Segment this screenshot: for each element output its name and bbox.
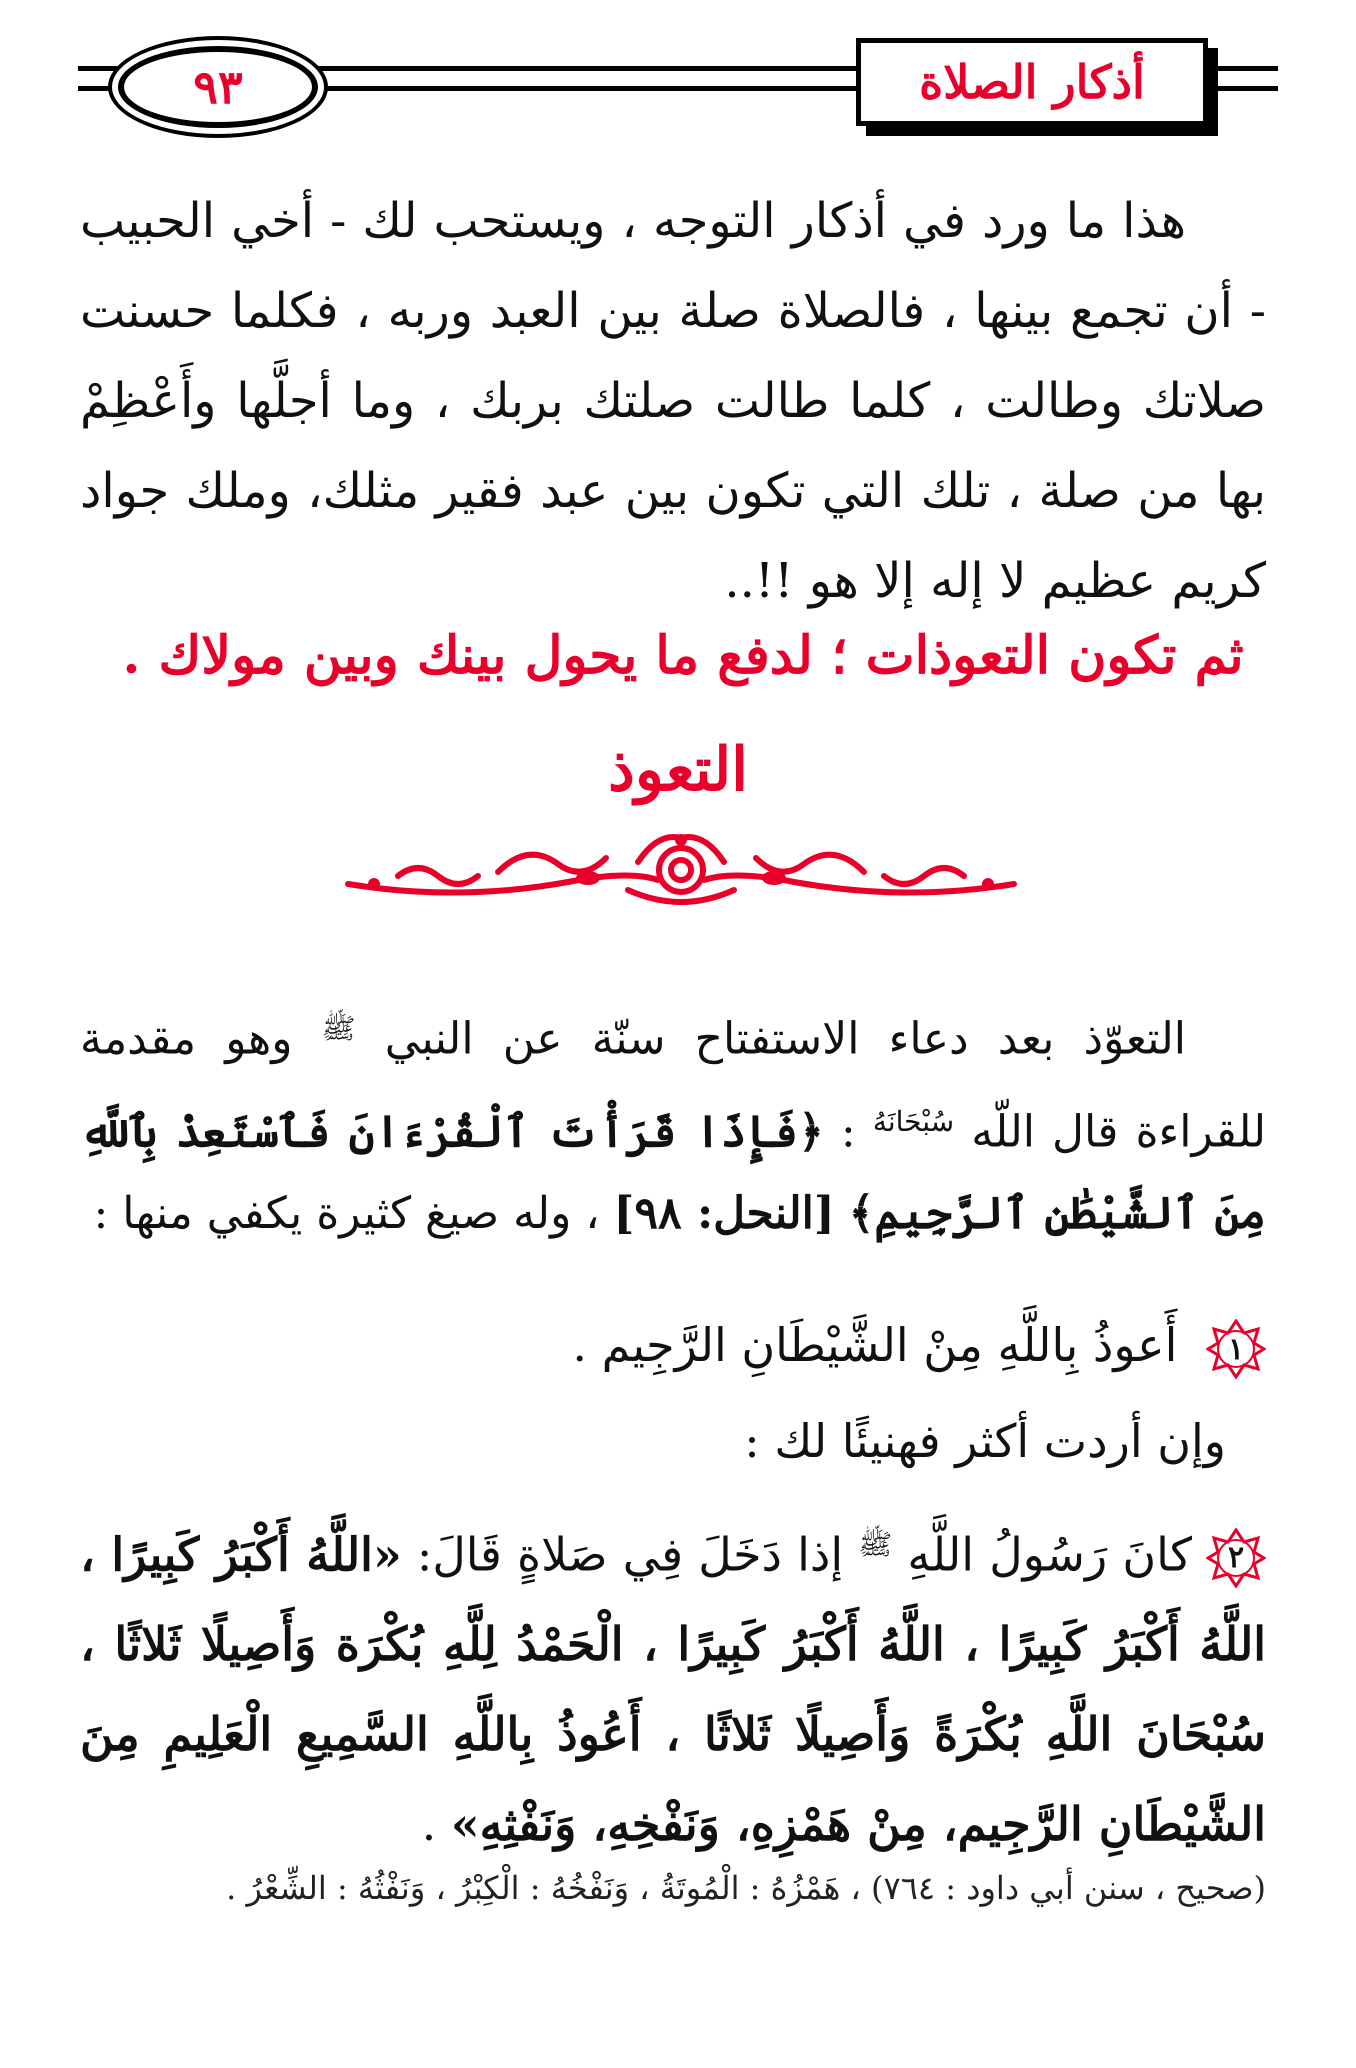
page-number: ٩٣ [193, 60, 243, 114]
intro-part3: : [840, 1106, 856, 1158]
intro-part2: وهو مقدمة للقراءة قال اللّه [80, 1013, 1266, 1158]
section-intro-paragraph [80, 988, 1266, 1255]
honorific-god: سُبْحَانَهُ [872, 1104, 955, 1138]
dhikr-item-2 [80, 1500, 1266, 1869]
quran-citation: [النحل: ٩٨] [613, 1188, 835, 1240]
quran-verse: ﴿فَإِذَا قَرَأْتَ ٱلْقُرْءَانَ فَٱسْتَعِذْ بِٱللَّهِ مِنَ ٱلشَّيْطَٰنِ ٱلرَّجِيمِ﴾ [80, 1106, 1266, 1240]
chapter-title: أذكار الصلاة [919, 55, 1145, 109]
section-title: التعوذ [608, 735, 748, 805]
honorific-prophet: ﷺ [321, 1012, 356, 1045]
item-1-text: أَعوذُ بِاللَّهِ مِنْ الشَّيْطَانِ الرَّجِيم . [572, 1318, 1178, 1372]
number-badge-icon [1206, 1319, 1266, 1379]
dhikr-item-1 [80, 1318, 1266, 1379]
item-2-dua: «اللَّهُ أَكْبَرُ كَبِيرًا ، اللَّهُ أَكْبَرُ كَبِيرًا ، اللَّهُ أَكْبَرُ كَبِيرًا ، الْحَمْدُ لِلَّهِ بُكْرَة وَأَصِيلًا ثَلاثًا ، سُبْحَانَ اللَّهِ بُكْرَةً وَأَصِيلًا ثَلاثًا ، أَعُوذُ بِاللَّهِ السَّمِيعِ الْعَلِيمِ مِنَ الشَّيْطَانِ الرَّجِيم، مِنْ هَمْزِهِ، وَنَفْخِهِ، وَنَفْثِهِ» [80, 1527, 1266, 1852]
item-2-honorific: ﷺ [858, 1528, 893, 1561]
intro-text: هذا ما ورد في أذكار التوجه ، ويستحب لك - أخي الحبيب - أن تجمع بينها ، فالصلاة صلة بين العبد وربه ، فكلما حسنت صلاتك وطالت ، كلما طالت صلتك بربك ، وما أجلَّها وأَعْظِمْ بها من صلة ، تلك التي تكون بين عبد فقير مثلك، وملك جواد كريم عظيم لا إله إلا هو !!.. [80, 193, 1266, 609]
item-2-intro2: إذا دَخَلَ فِي صَلاةٍ قَالَ: [416, 1527, 844, 1582]
page-number-badge [118, 46, 318, 128]
highlight-line: ثم تكون التعوذات ؛ لدفع ما يحول بينك وبين مولاك . [122, 625, 1244, 686]
footnote: (صحيح ، سنن أبي داود : ٧٦٤) ، هَمْزُهُ : الْمُوتَةُ ، وَنَفْخُهُ : الْكِبْرُ ، وَنَفْثُهُ : الشِّعْرُ . [226, 1869, 1266, 1907]
item-2-end: . [421, 1797, 437, 1852]
intro-part4: ، وله صيغ كثيرة يكفي منها : [93, 1188, 600, 1240]
item-1-number: ١ [1227, 1331, 1245, 1367]
number-badge-icon [1206, 1528, 1266, 1588]
item-2-intro: كانَ رَسُولُ اللَّهِ [907, 1527, 1193, 1582]
chapter-title-box [856, 38, 1208, 126]
intro-part1: التعوّذ بعد دعاء الاستفتاح سنّة عن النبي [384, 1013, 1186, 1065]
item-2-number: ٢ [1227, 1540, 1245, 1576]
more-line: وإن أردت أكثر فهنيئًا لك : [744, 1414, 1226, 1468]
intro-paragraph [80, 176, 1266, 626]
ornament-divider-icon [338, 832, 1024, 912]
